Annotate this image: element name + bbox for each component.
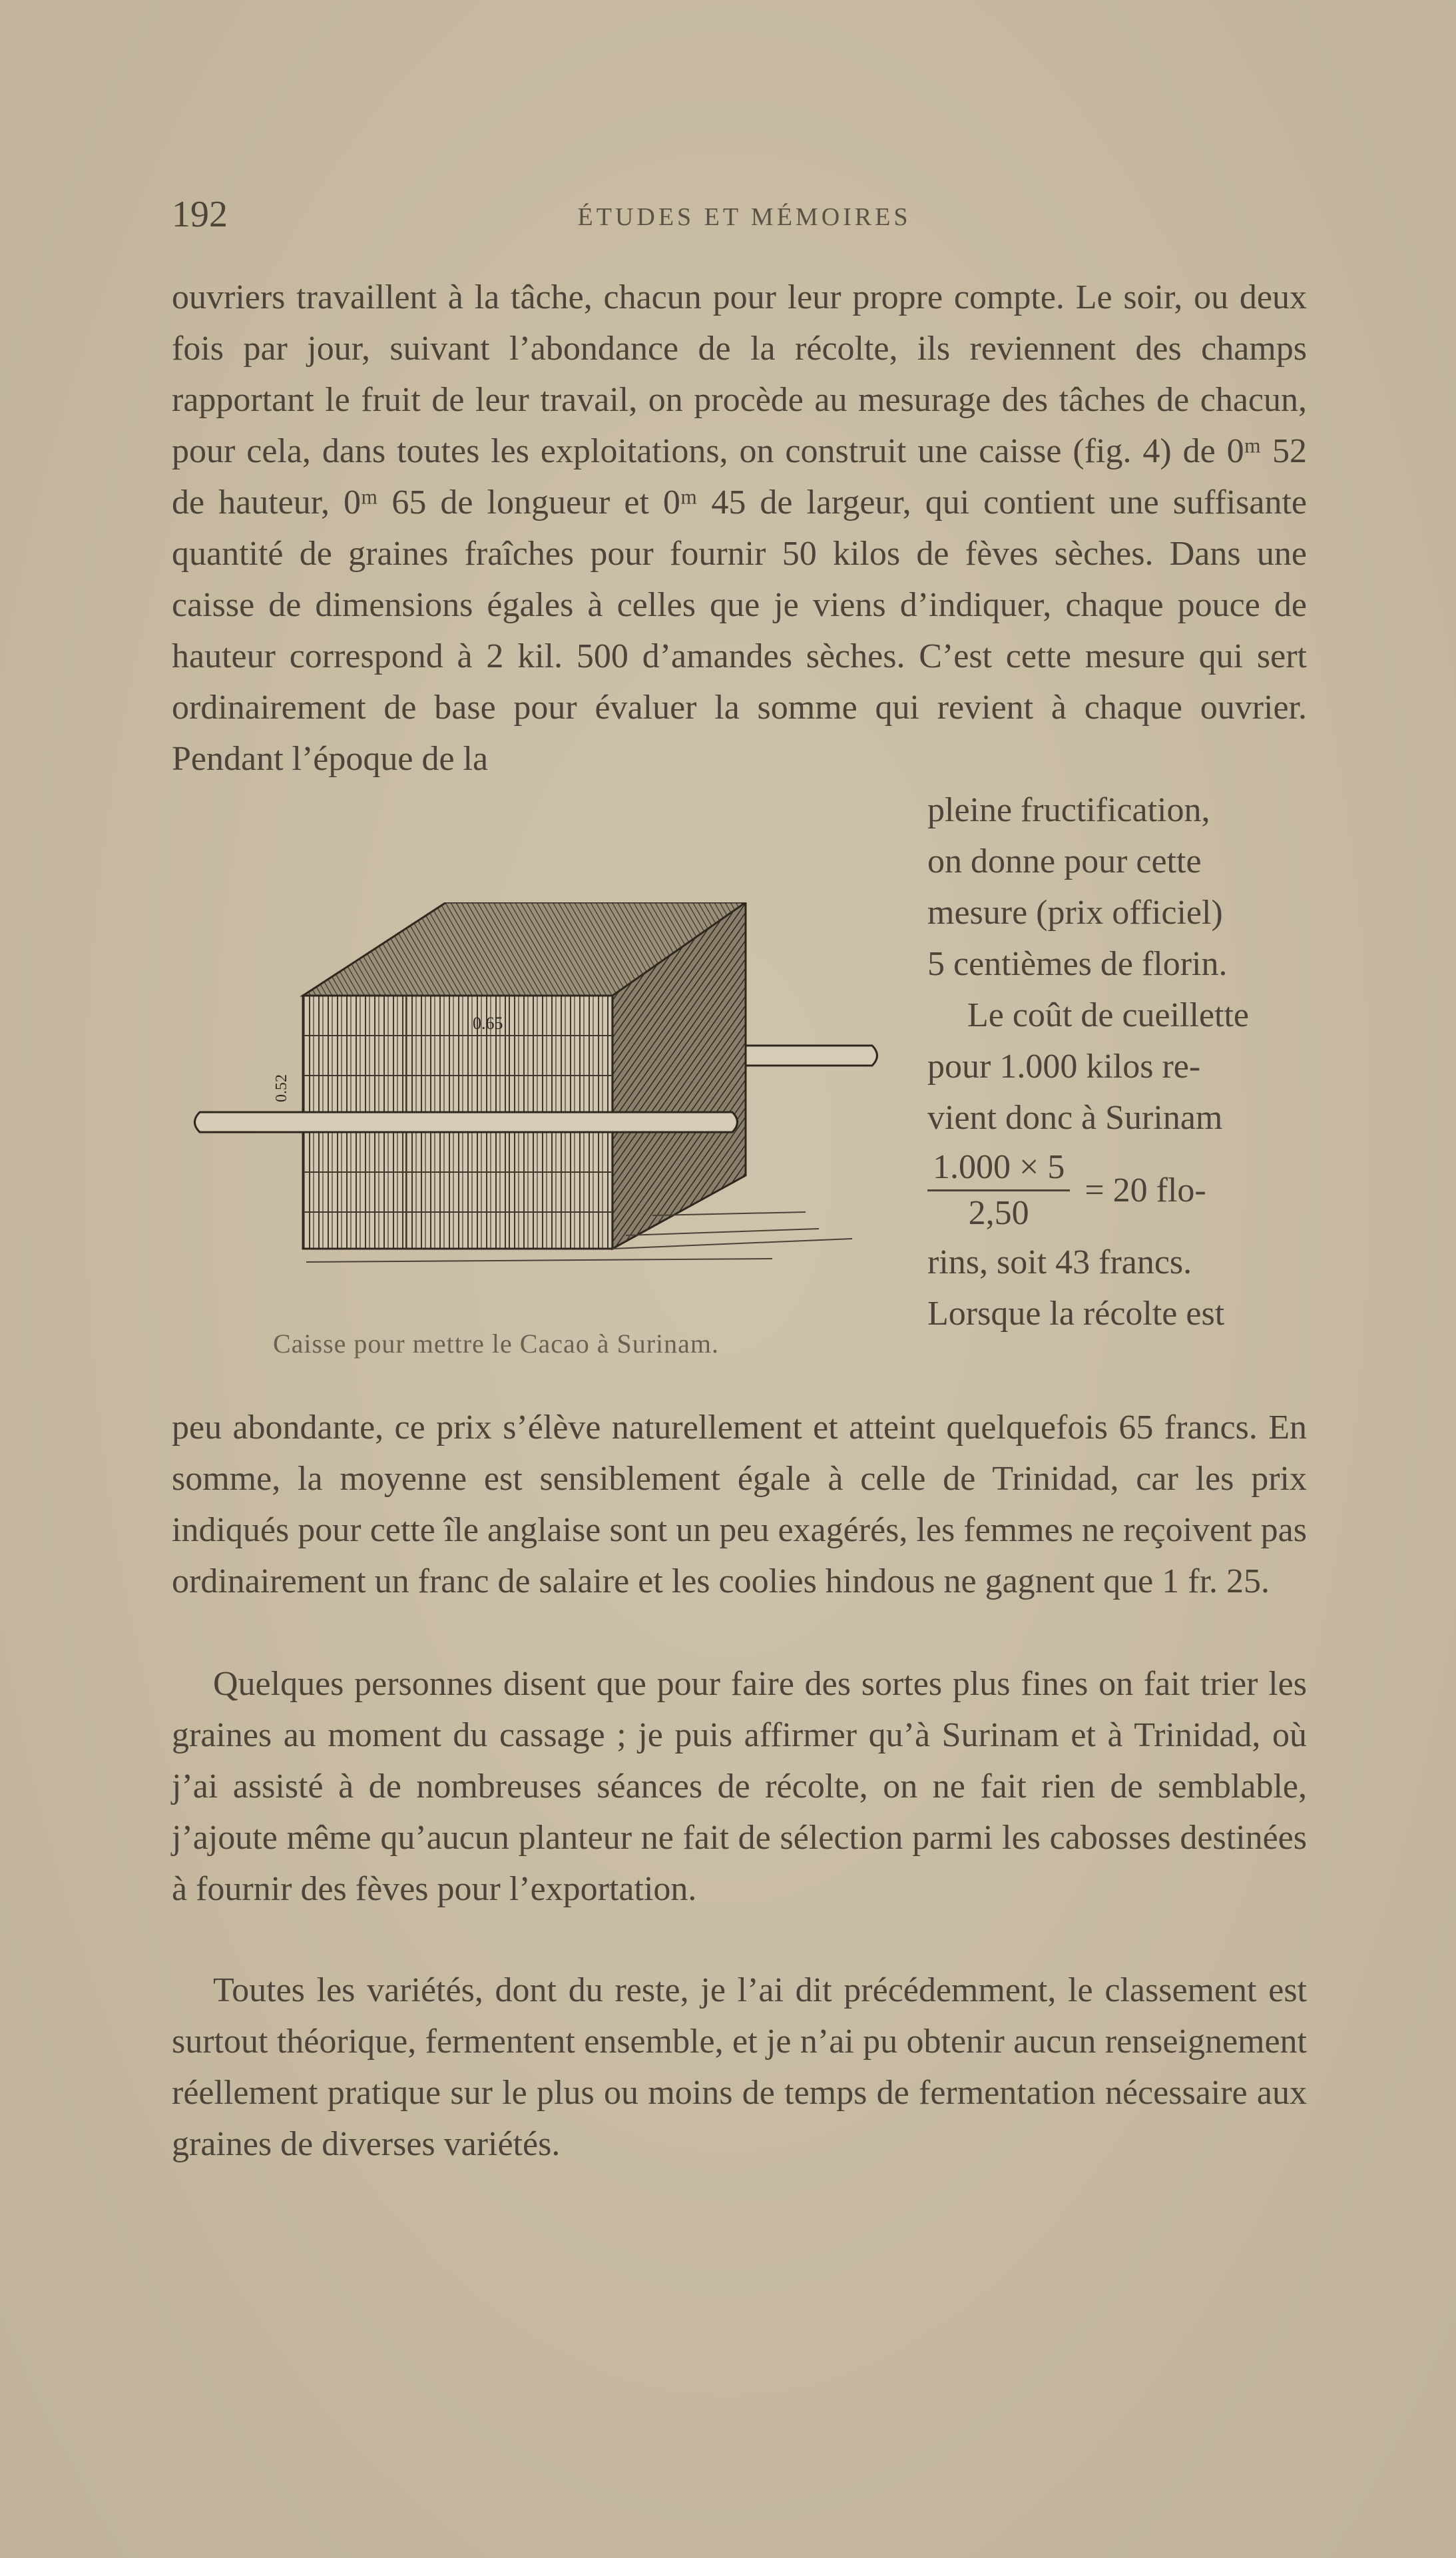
cacao-box-figure — [186, 902, 879, 1279]
wrap-line: Le coût de cueillette — [967, 996, 1250, 1034]
wrapped-text-column — [927, 785, 1307, 1339]
running-title: ÉTUDES ET MÉMOIRES — [577, 203, 911, 231]
page-number: 192 — [172, 194, 228, 235]
wrap-line: Lorsque la récolte est — [927, 1295, 1225, 1333]
formula-fraction — [927, 1145, 1070, 1235]
formula-numerator: 1.000 × 5 — [927, 1145, 1070, 1191]
paragraph-2: Quelques personnes disent que pour faire des sortes plus fines on fait trier les graines au moment du cassage ; je puis affirmer qu’à Surinam et à Trinidad, où j’ai assisté à de nombreuses séances de récolte, on ne fait rien de semblable, j’ajoute même qu’aucun planteur ne fait de sélection parmi les cabosses destinées à fournir des fèves pour l’exportation. — [172, 1665, 1307, 1908]
formula-denominator: 2,50 — [968, 1193, 1029, 1232]
wrap-line: rins, soit 43 francs. — [927, 1243, 1192, 1281]
dimension-label-side: 0.52 — [273, 1074, 290, 1102]
wrap-line: vient donc à Surinam — [927, 1099, 1223, 1137]
wrap-line: mesure (prix officiel) — [927, 894, 1223, 932]
figure-caption: Caisse pour mettre le Cacao à Surinam. — [273, 1329, 720, 1359]
paragraph-3: Toutes les variétés, dont du reste, je l’ai dit précédemment, le classement est surtout théorique, fermentent ensemble, et je n’ai pu obtenir aucun renseignement réellement pratique sur le plus ou moins de temps de fermentation nécessaire aux graines de diverses variétés. — [172, 1971, 1307, 2163]
paragraph-1-continued: peu abondante, ce prix s’élève naturellement et atteint quelquefois 65 francs. En somme, la moyenne est sensiblement égale à celle de Trinidad, car les prix indiqués pour cette île anglaise sont un peu exagérés, les femmes ne reçoivent pas ordinairement un franc de salaire et les coolies hindous ne gagnent que 1 fr. 25. — [172, 1409, 1307, 1600]
wrap-line: pour 1.000 kilos re- — [927, 1048, 1201, 1086]
page-header — [172, 193, 1317, 240]
formula — [927, 1143, 1307, 1237]
formula-result: = 20 flo- — [1085, 1171, 1206, 1209]
wrap-line: on donne pour cette — [927, 842, 1202, 880]
wrap-line: 5 centièmes de florin. — [927, 945, 1228, 983]
paragraph-1: ouvriers travaillent à la tâche, chacun pour leur propre compte. Le soir, ou deux fois par jour, suivant l’abondance de la récolte, ils reviennent des champs rapportant le fruit de leur travail, on procède au mesurage des tâches de chacun, pour cela, dans toutes les exploitations, on construit une caisse (fig. 4) de 0ᵐ 52 de hauteur, 0ᵐ 65 de longueur et 0ᵐ 45 de largeur, qui contient une suffisante quantité de graines fraîches pour fournir 50 kilos de fèves sèches. Dans une caisse de dimensions égales à celles que je viens d’indiquer, chaque pouce de hauteur correspond à 2 kil. 500 d’amandes sèches. C’est cette mesure qui sert ordinairement de base pour évaluer la somme qui revient à chaque ouvrier. Pendant l’époque de la — [172, 278, 1307, 778]
wrap-line: pleine fructification, — [927, 791, 1210, 829]
dimension-label-top: 0.65 — [473, 1014, 503, 1033]
